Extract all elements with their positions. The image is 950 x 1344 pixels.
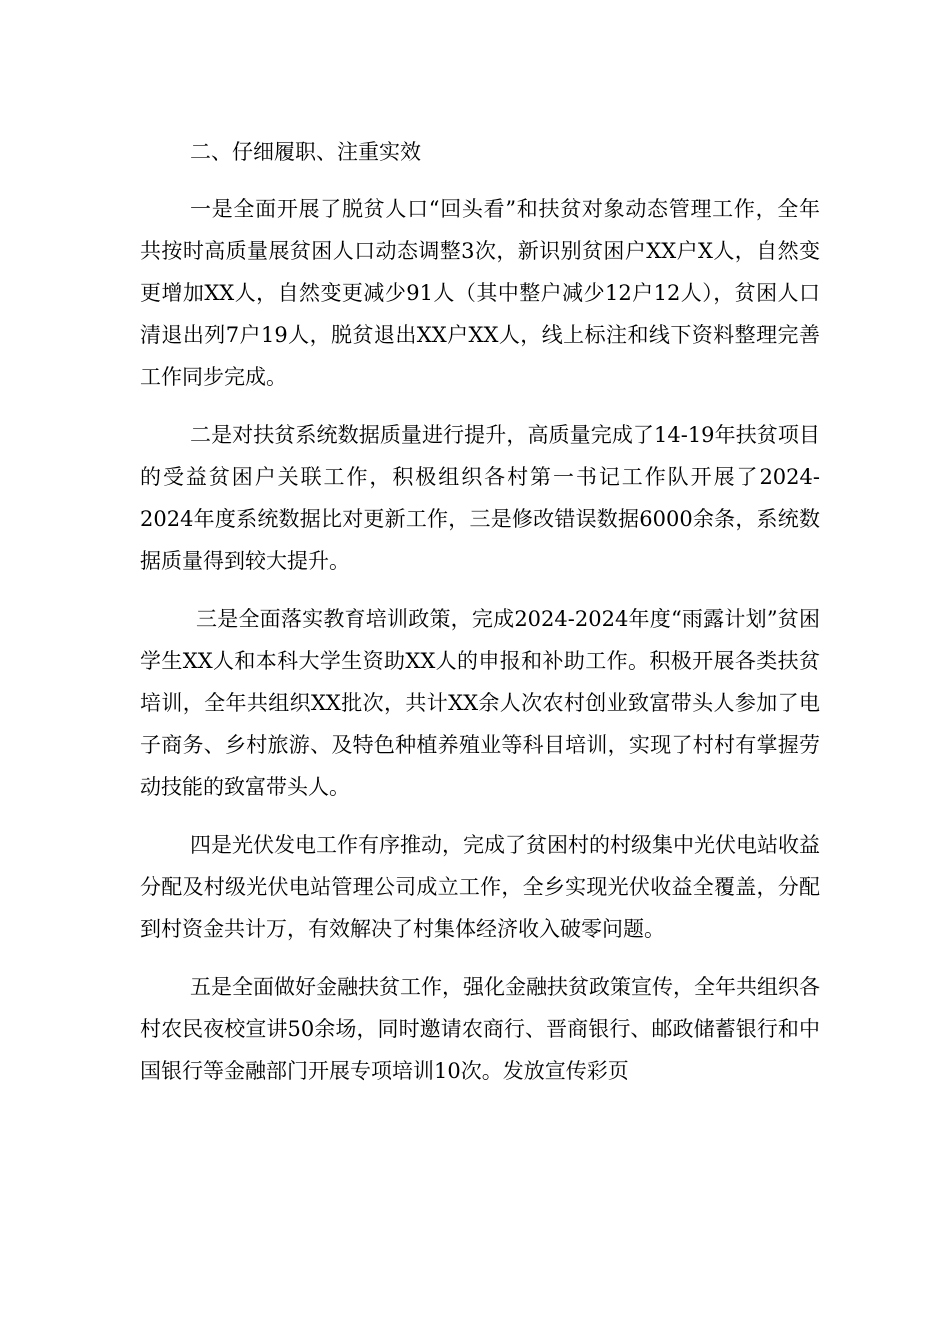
paragraph-5: 五是全面做好金融扶贫工作，强化金融扶贫政策宣传，全年共组织各村农民夜校宣讲50余场，同时邀请农商行、晋商银行、邮政储蓄银行和中国银行等金融部门开展专项培训10次。发放宣传彩页 (140, 975, 820, 1083)
paragraph-3: 三是全面落实教育培训政策，完成2024-2024年度“雨露计划”贫困学生XX人和本科大学生资助XX人的申报和补助工作。积极开展各类扶贫培训，全年共组织XX批次，共计XX余人次农村创业致富带头人参加了电子商务、乡村旅游、及特色种植养殖业等科目培训，实现了村村有掌握劳动技能的致富带头人。 (140, 607, 820, 799)
section-heading: 二、仔细履职、注重实效 (190, 140, 421, 164)
paragraph-2: 二是对扶贫系统数据质量进行提升，高质量完成了14-19年扶贫项目的受益贫困户关联工作，积极组织各村第一书记工作队开展了2024-2024年度系统数据比对更新工作，三是修改错误数据6000余条，系统数据质量得到较大提升。 (140, 423, 820, 573)
paragraph-4: 四是光伏发电工作有序推动，完成了贫困村的村级集中光伏电站收益分配及村级光伏电站管理公司成立工作，全乡实现光伏收益全覆盖，分配到村资金共计万，有效解决了村集体经济收入破零问题。 (140, 833, 820, 941)
document-body (140, 132, 820, 1108)
paragraph-1: 一是全面开展了脱贫人口“回头看”和扶贫对象动态管理工作，全年共按时高质量展贫困人口动态调整3次，新识别贫困户XX户X人，自然变更增加XX人，自然变更减少91人（其中整户减少12户12人），贫困人口清退出列7户19人，脱贫退出XX户XX人，线上标注和线下资料整理完善工作同步完成。 (140, 197, 820, 389)
